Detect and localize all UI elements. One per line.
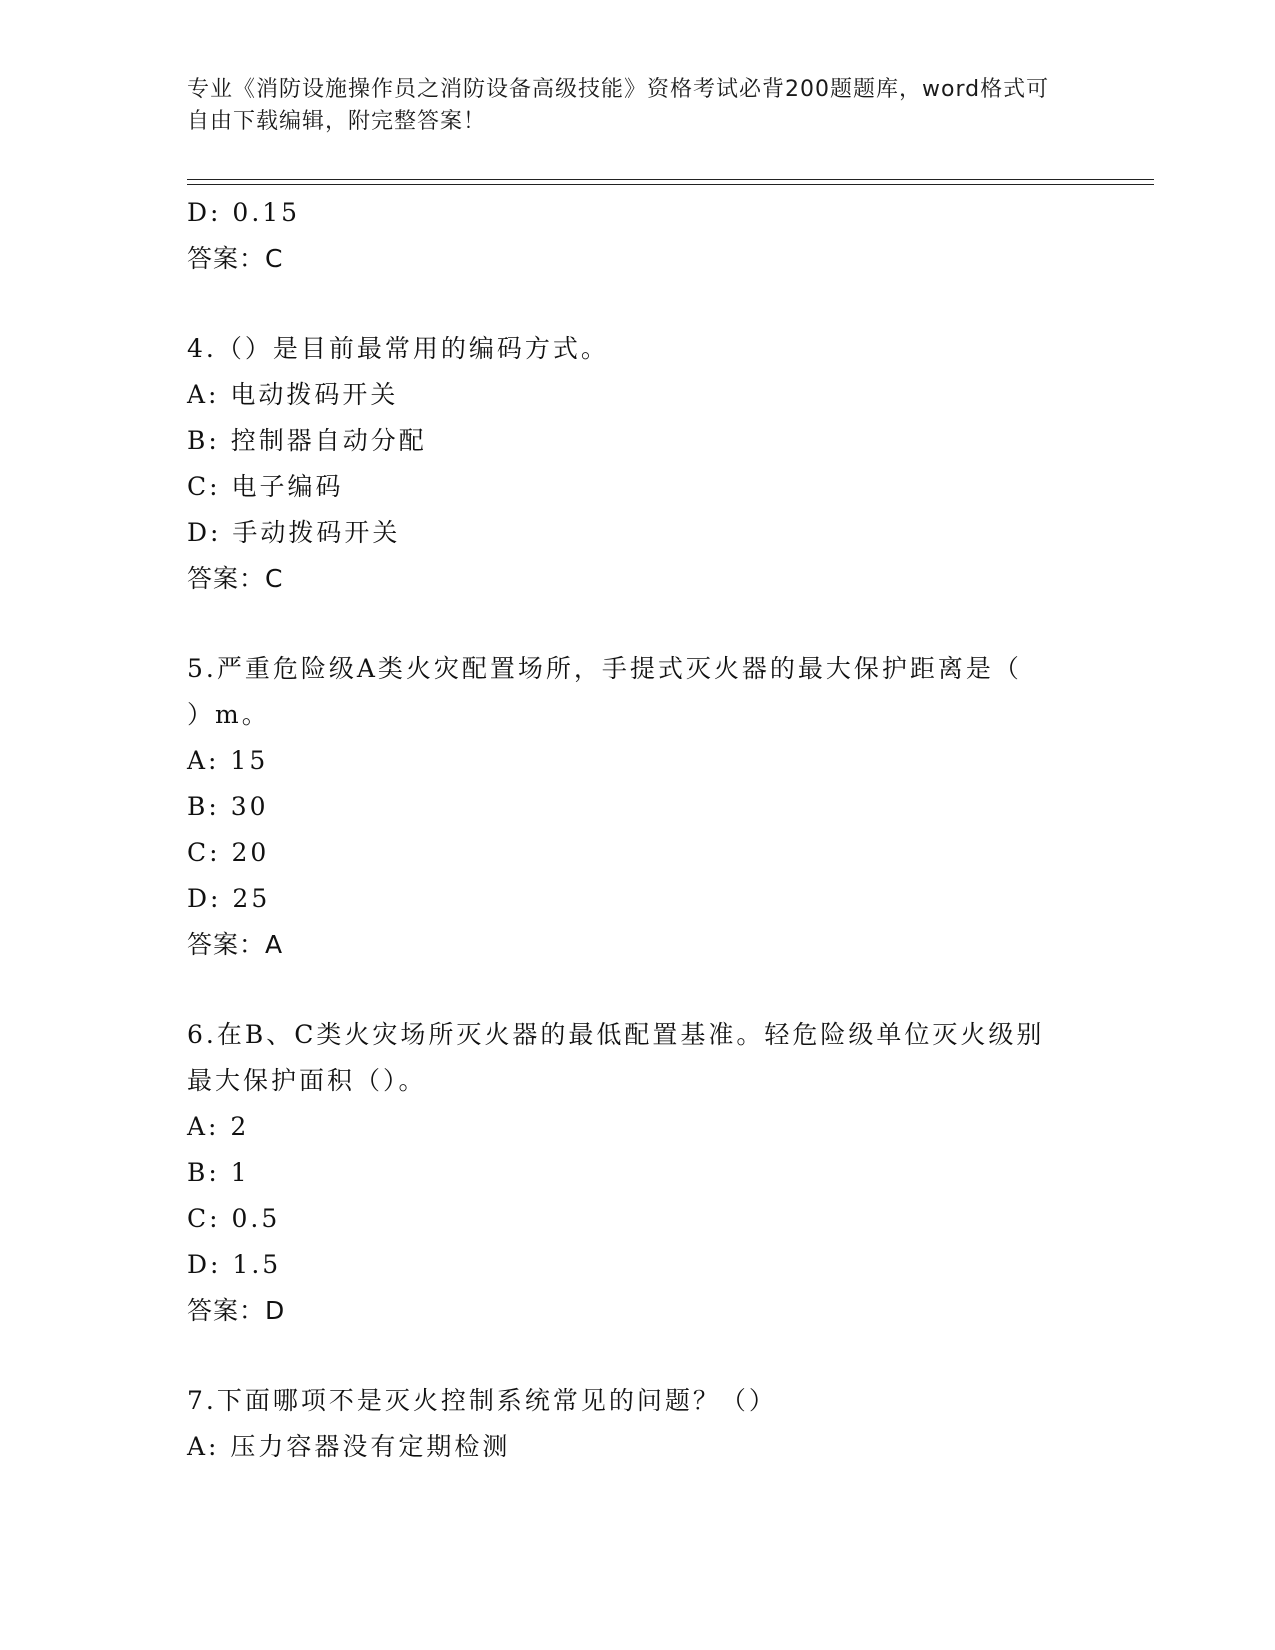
question-text: 5.严重危险级A类火灾配置场所，手提式灭火器的最大保护距离是（ ）m。 (187, 654, 1022, 729)
option-a: A: 15 (187, 746, 269, 775)
question-4 (187, 326, 1087, 602)
answer-line: 答案：A (187, 930, 284, 959)
answer-line: 答案：C (187, 564, 284, 593)
question-text: 7.下面哪项不是灭火控制系统常见的问题？（） (187, 1386, 777, 1415)
question-5 (187, 646, 1087, 968)
option-b: B: 控制器自动分配 (187, 426, 427, 455)
option-d: D: 1.5 (187, 1250, 282, 1279)
option-c: C: 20 (187, 838, 270, 867)
option-a: A: 电动拨码开关 (187, 380, 399, 409)
question-7 (187, 1378, 1087, 1470)
option-d: D: 手动拨码开关 (187, 518, 401, 547)
option-d: D: 0.15 (187, 198, 301, 227)
document-header: 专业《消防设施操作员之消防设备高级技能》资格考试必背200题题库，word格式可自由下载编辑，附完整答案！ (187, 77, 1050, 134)
option-c: C: 0.5 (187, 1204, 281, 1233)
answer-line: 答案：C (187, 244, 284, 273)
option-a: A: 压力容器没有定期检测 (187, 1432, 511, 1461)
header-divider-top (187, 179, 1154, 180)
option-b: B: 1 (187, 1158, 250, 1187)
document-body (187, 190, 1087, 1470)
question-text: 4.（）是目前最常用的编码方式。 (187, 334, 609, 363)
question-text: 6.在B、C类火灾场所灭火器的最低配置基准。轻危险级单位灭火级别最大保护面积（）。 (187, 1020, 1045, 1095)
option-a: A: 2 (187, 1112, 250, 1141)
option-c: C: 电子编码 (187, 472, 344, 501)
previous-question-tail (187, 190, 1087, 282)
answer-line: 答案：D (187, 1296, 286, 1325)
question-6 (187, 1012, 1087, 1334)
option-b: B: 30 (187, 792, 269, 821)
header-divider-bottom (187, 184, 1154, 185)
option-d: D: 25 (187, 884, 271, 913)
